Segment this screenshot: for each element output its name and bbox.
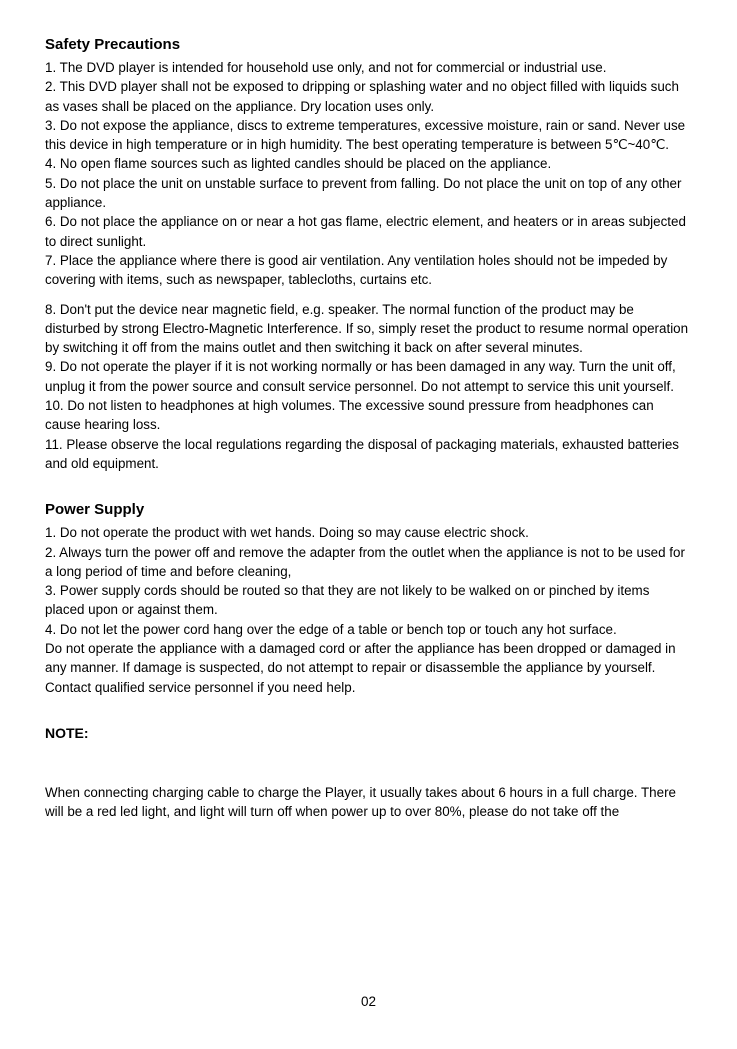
safety-item-2: 2. This DVD player shall not be exposed to dripping or splashing water and no object filled with liquids such as vases shall be placed on the appliance. Dry location uses only. [45,79,679,114]
power-supply-heading: Power Supply [45,501,145,519]
safety-item-4: 4. No open flame sources such as lighted candles should be placed on the appliance. [45,156,552,172]
safety-item-3: 3. Do not expose the appliance, discs to extreme temperatures, excessive moisture, rain or sand. Never use this device in high temperature or in high humidity. The best operating temperature is between 5℃~40℃. [45,117,686,153]
note-body-paragraph: When connecting charging cable to charge the Player, it usually takes about 6 hours in a full charge. There will be a red led light, and light will turn off when power up to over 80%, please do not take off the [45,784,676,820]
safety-item-7: 7. Place the appliance where there is good air ventilation. Any ventilation holes should not be impeded by covering with items, such as newspaper, tablecloths, curtains etc. [45,252,668,288]
power-item-1: 1. Do not operate the product with wet hands. Doing so may cause electric shock. [45,525,529,541]
power-item-4: 4. Do not let the power cord hang over the edge of a table or bench top or touch any hot surface. [45,621,617,637]
safety-item-11: 11. Please observe the local regulations regarding the disposal of packaging materials, exhausted batteries and old equipment. [45,436,679,471]
safety-item-1: 1. The DVD player is intended for household use only, and not for commercial or industrial use. [45,60,607,75]
safety-item-10: 10. Do not listen to headphones at high volumes. The excessive sound pressure from headphones can cause hearing loss. [45,398,654,433]
safety-item-5: 5. Do not place the unit on unstable surface to prevent from falling. Do not place the unit on top of any other appliance. [45,175,682,211]
safety-item-8: 8. Don't put the device near magnetic field, e.g. speaker. The normal function of the product may be disturbed by strong Electro-Magnetic Interference. If so, simply reset the product to resume normal operation by switching it off from the mains outlet and then switching it back on after several minutes. [45,301,689,356]
page-number: 02 [360,994,377,1009]
power-item-3: 3. Power supply cords should be routed so that they are not likely to be walked on or pinched by items placed upon or against them. [45,583,650,618]
safety-item-9: 9. Do not operate the player if it is not working normally or has been damaged in any way. Turn the unit off, unplug it from the power source and consult service personnel. Do not attempt to service this unit yourself. [45,359,676,394]
section-power-supply [45,501,691,697]
section-safety-precautions [45,36,691,473]
safety-item-6: 6. Do not place the appliance on or near a hot gas flame, electric element, and heaters or in areas subjected to direct sunlight. [45,214,686,249]
power-item-2: 2. Always turn the power off and remove the adapter from the outlet when the appliance is not to be used for a long period of time and before cleaning, [45,544,685,579]
section-note [45,725,691,822]
note-heading: NOTE: [45,724,89,741]
safety-precautions-heading: Safety Precautions [45,36,181,53]
power-damaged-cord-paragraph: Do not operate the appliance with a damaged cord or after the appliance has been dropped or damaged in any manner. If damage is suspected, do not attempt to repair or disassemble the appliance by yourself. Contact qualified service personnel if you need help. [45,641,676,695]
